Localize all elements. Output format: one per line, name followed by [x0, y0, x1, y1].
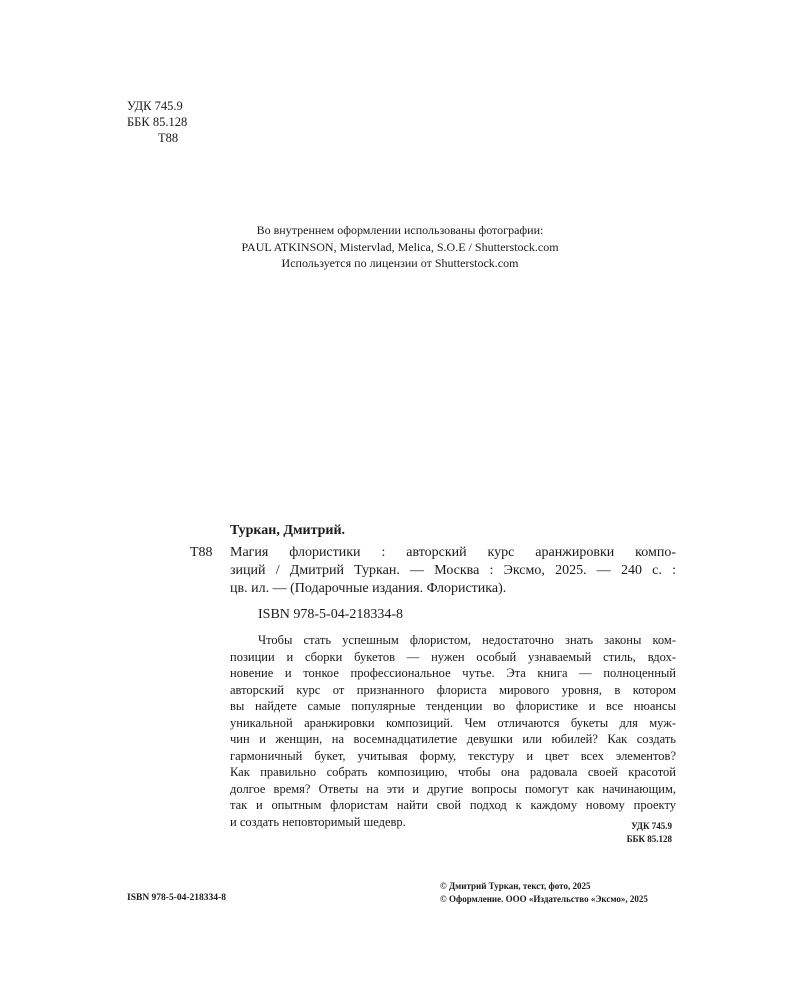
annotation-line: авторский курс от признанного флориста мирового уровня, в котором — [230, 682, 676, 697]
annotation-line: гармоничный букет, учитывая форму, текстуру и цвет всех элементов? — [230, 748, 676, 763]
annotation-line: чин и женщин, на восемнадцатилетие девушки или юбилей? Как создать — [230, 732, 676, 746]
classification-block-bottom — [627, 820, 672, 846]
annotation-line: долгое время? Ответы на эти и другие вопросы помогут как начинающим, — [230, 781, 676, 796]
credits-line: Во внутреннем оформлении использованы фотографии: — [256, 223, 544, 237]
bibliographic-description — [230, 544, 676, 598]
credits-line: PAUL ATKINSON, Mistervlad, Melica, S.O.E / Shutterstock.com — [241, 239, 559, 254]
annotation-line: так и опытным флористам найти свой подход к каждому новому проекту — [230, 798, 676, 812]
annotation-line: Чтобы стать успешным флористом, недостаточно знать законы ком- — [258, 633, 676, 647]
copyright-line: © Оформление. ООО «Издательство «Эксмо», 2025 — [440, 894, 648, 904]
bibliographic-line: Магия флористики : авторский курс аранжировки компо- — [230, 545, 676, 560]
bibliographic-author-mark: Т88 — [190, 545, 213, 560]
annotation-line: новение и тонкое профессиональное чутье. Эта книга — полноценный — [230, 666, 676, 680]
annotation-line: и создать неповторимый шедевр. — [230, 814, 406, 829]
udk-code: УДК 745.9 — [127, 99, 183, 113]
bibliographic-line: зиций / Дмитрий Туркан. — Москва : Эксмо, 2025. — 240 с. : — [230, 563, 676, 578]
classification-block-top — [127, 98, 187, 146]
author-mark: Т88 — [158, 131, 179, 145]
credits-line: Используется по лицензии от Shutterstock.com — [281, 256, 519, 270]
footer-isbn: ISBN 978-5-04-218334-8 — [127, 893, 226, 903]
bibliographic-isbn: ISBN 978-5-04-218334-8 — [258, 607, 404, 622]
annotation-line: позиции и сборки букетов — нужен особый узнаваемый стиль, вдох- — [230, 649, 676, 664]
annotation — [230, 632, 676, 830]
copyright-line: © Дмитрий Туркан, текст, фото, 2025 — [440, 881, 591, 891]
copyright-block — [440, 880, 648, 906]
bbk-code: ББК 85.128 — [127, 115, 188, 129]
annotation-line: вы найдете самые популярные тенденции во флористике и все нюансы — [230, 699, 676, 713]
bibliographic-author: Туркан, Дмитрий. — [230, 523, 346, 538]
bbk-code-bottom: ББК 85.128 — [626, 834, 672, 844]
photo-credits — [0, 222, 800, 272]
bibliographic-line: цв. ил. — (Подарочные издания. Флористика). — [230, 581, 507, 596]
annotation-line: уникальной аранжировки композиций. Чем отличаются букеты для муж- — [230, 715, 676, 730]
annotation-line: Как правильно собрать композицию, чтобы она радовала своей красотой — [230, 765, 676, 779]
udk-code-bottom: УДК 745.9 — [631, 821, 672, 831]
